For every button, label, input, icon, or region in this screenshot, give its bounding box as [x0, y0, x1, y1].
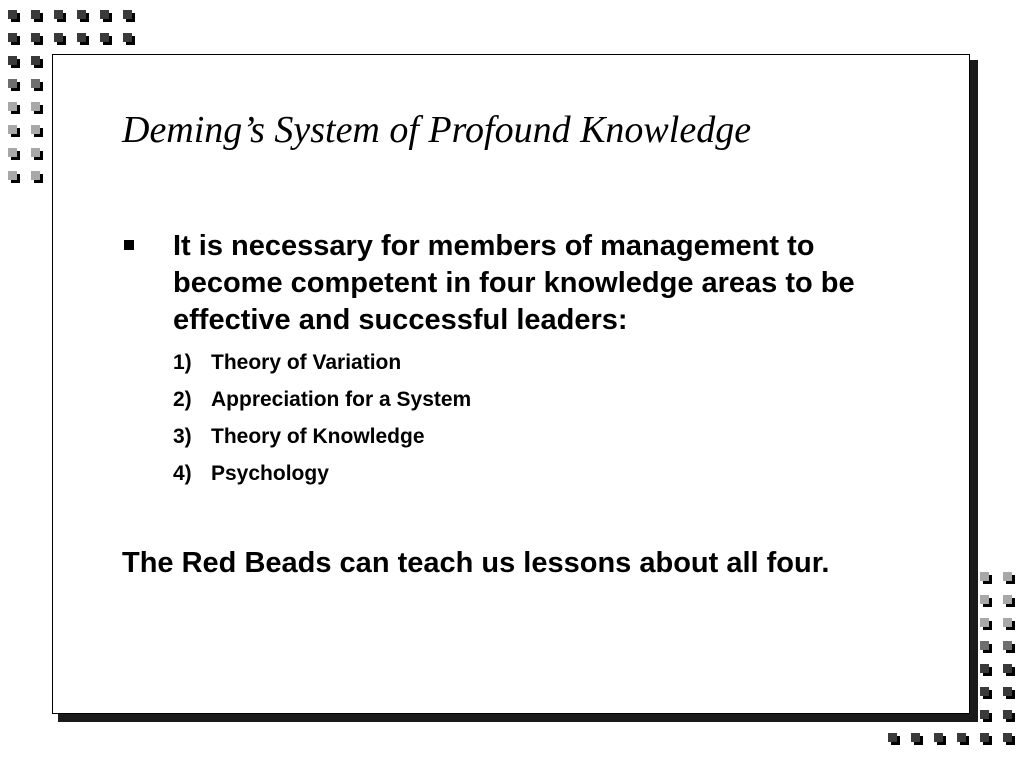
- square-icon: [31, 33, 43, 45]
- square-icon: [8, 10, 20, 22]
- square-icon: [980, 710, 992, 722]
- square-icon: [888, 733, 900, 745]
- square-icon: [1003, 572, 1015, 584]
- square-icon: [911, 733, 923, 745]
- list-item-label: Theory of Knowledge: [211, 425, 425, 448]
- square-icon: [8, 102, 20, 114]
- list-item: [173, 455, 471, 492]
- square-icon: [1003, 618, 1015, 630]
- slide-title: Deming’s System of Profound Knowledge: [122, 109, 752, 151]
- square-icon: [54, 33, 66, 45]
- square-icon: [8, 125, 20, 137]
- square-icon: [980, 664, 992, 676]
- square-icon: [31, 56, 43, 68]
- square-icon: [31, 171, 43, 183]
- square-icon: [100, 10, 112, 22]
- square-icon: [123, 10, 135, 22]
- list-item-number: 2): [173, 388, 192, 411]
- square-icon: [31, 10, 43, 22]
- list-item: [173, 344, 471, 381]
- square-icon: [1003, 687, 1015, 699]
- list-item: [173, 381, 471, 418]
- square-icon: [8, 79, 20, 91]
- square-icon: [957, 733, 969, 745]
- square-icon: [1003, 595, 1015, 607]
- square-icon: [1003, 733, 1015, 745]
- square-icon: [8, 171, 20, 183]
- square-icon: [980, 641, 992, 653]
- list-item-number: 3): [173, 425, 192, 448]
- square-icon: [980, 687, 992, 699]
- square-icon: [31, 79, 43, 91]
- square-icon: [123, 33, 135, 45]
- square-icon: [54, 10, 66, 22]
- square-icon: [980, 618, 992, 630]
- square-icon: [77, 10, 89, 22]
- list-item: [173, 418, 471, 455]
- square-icon: [77, 33, 89, 45]
- square-icon: [100, 33, 112, 45]
- list-item-number: 1): [173, 351, 192, 374]
- square-bullet-icon: [124, 240, 134, 250]
- square-icon: [1003, 664, 1015, 676]
- main-bullet: [122, 228, 922, 339]
- square-icon: [31, 148, 43, 160]
- list-item-label: Psychology: [211, 462, 329, 485]
- closing-statement: The Red Beads can teach us lessons about all four.: [122, 547, 830, 579]
- list-item-label: Theory of Variation: [211, 351, 402, 374]
- list-item-label: Appreciation for a System: [211, 388, 472, 411]
- square-icon: [8, 56, 20, 68]
- square-icon: [980, 595, 992, 607]
- square-icon: [934, 733, 946, 745]
- square-icon: [8, 148, 20, 160]
- square-icon: [1003, 641, 1015, 653]
- square-icon: [1003, 710, 1015, 722]
- square-icon: [980, 733, 992, 745]
- list-item-number: 4): [173, 462, 192, 485]
- main-bullet-text: It is necessary for members of management to become competent in four knowledge areas to be effective and successful leaders:: [173, 230, 855, 336]
- square-icon: [31, 125, 43, 137]
- knowledge-areas-list: [173, 344, 471, 492]
- square-icon: [980, 572, 992, 584]
- square-icon: [8, 33, 20, 45]
- square-icon: [31, 102, 43, 114]
